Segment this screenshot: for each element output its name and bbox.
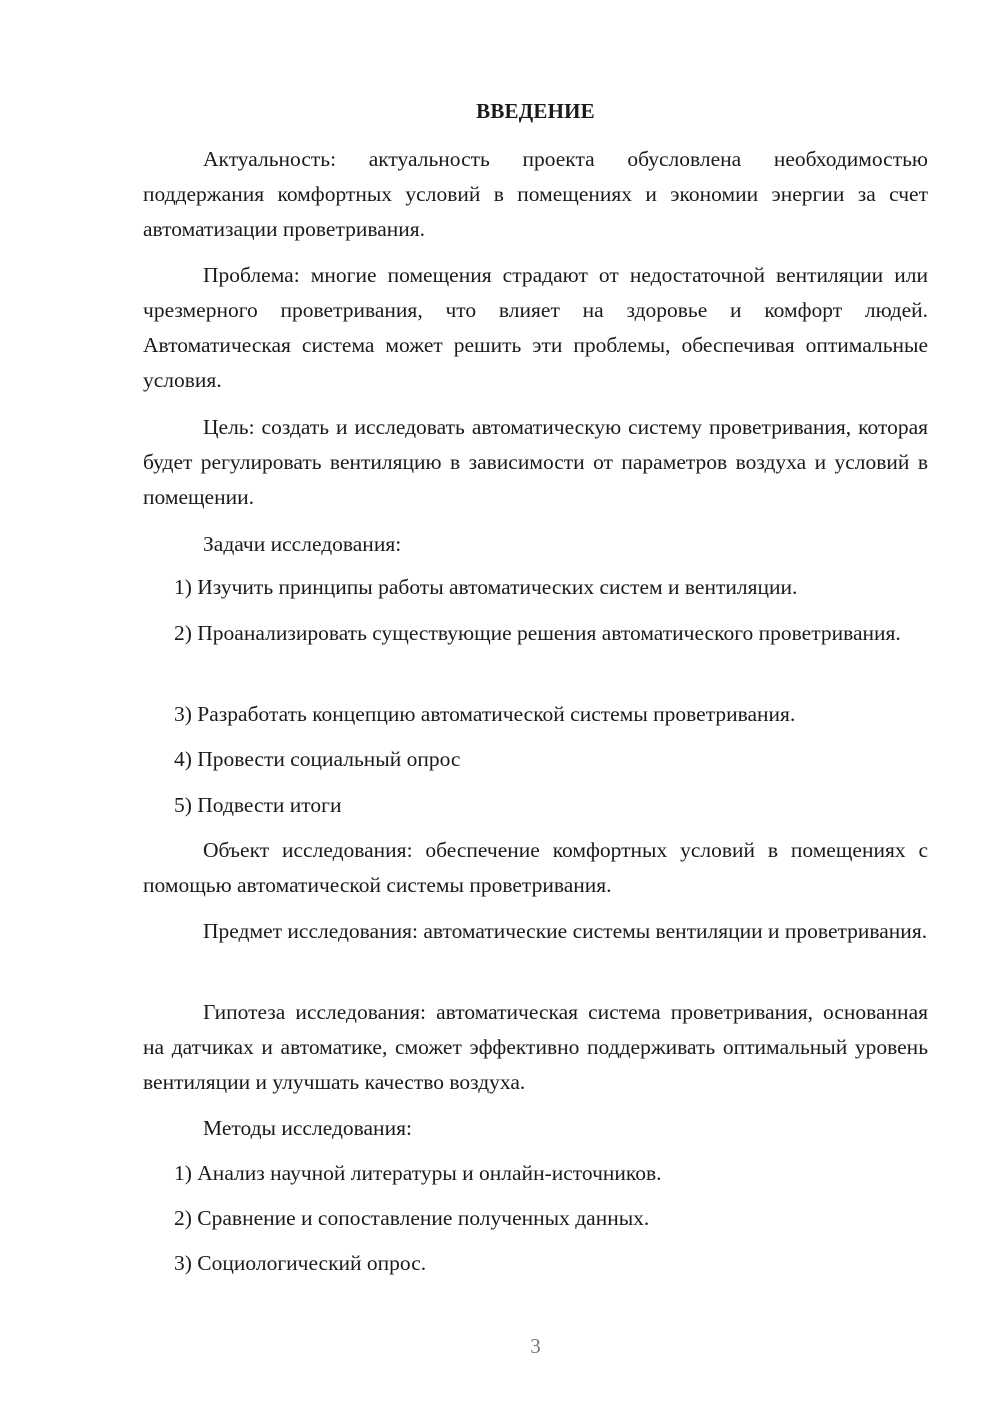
page-number: 3 [530,1334,541,1358]
method-item-1: 1) Анализ научной литературы и онлайн-источников. [174,1161,662,1185]
hypothesis-paragraph: Гипотеза исследования: автоматическая система проветривания, основанная на датчиках и автоматике, сможет эффективно поддерживать оптимальный уровень вентиляции и улучшать качество воздуха. [143,1000,928,1094]
subject-paragraph: Предмет исследования: автоматические системы вентиляции и проветривания. [203,919,928,943]
relevance-paragraph: Актуальность: актуальность проекта обусловлена необходимостью поддержания комфортных условий в помещениях и экономии энергии за счет автоматизации проветривания. [143,147,928,241]
task-item-4: 4) Провести социальный опрос [174,747,461,771]
task-item-3: 3) Разработать концепцию автоматической системы проветривания. [174,702,796,726]
problem-paragraph: Проблема: многие помещения страдают от недостаточной вентиляции или чрезмерного проветривания, что влияет на здоровье и комфорт людей. Автоматическая система может решить эти проблемы, обеспечивая оптимальные условия. [143,263,928,392]
method-item-3: 3) Социологический опрос. [174,1251,427,1275]
tasks-heading: Задачи исследования: [203,532,402,556]
method-item-2: 2) Сравнение и сопоставление полученных данных. [174,1206,650,1230]
task-item-1: 1) Изучить принципы работы автоматических систем и вентиляции. [174,575,798,599]
goal-paragraph: Цель: создать и исследовать автоматическую систему проветривания, которая будет регулировать вентиляцию в зависимости от параметров воздуха и условий в помещении. [143,415,928,509]
task-item-5: 5) Подвести итоги [174,793,342,817]
object-paragraph: Объект исследования: обеспечение комфортных условий в помещениях с помощью автоматической системы проветривания. [143,838,928,897]
methods-heading: Методы исследования: [203,1116,412,1140]
section-title: ВВЕДЕНИЕ [476,99,595,123]
document-page [143,0,928,1414]
task-item-2: 2) Проанализировать существующие решения автоматического проветривания. [174,621,901,645]
